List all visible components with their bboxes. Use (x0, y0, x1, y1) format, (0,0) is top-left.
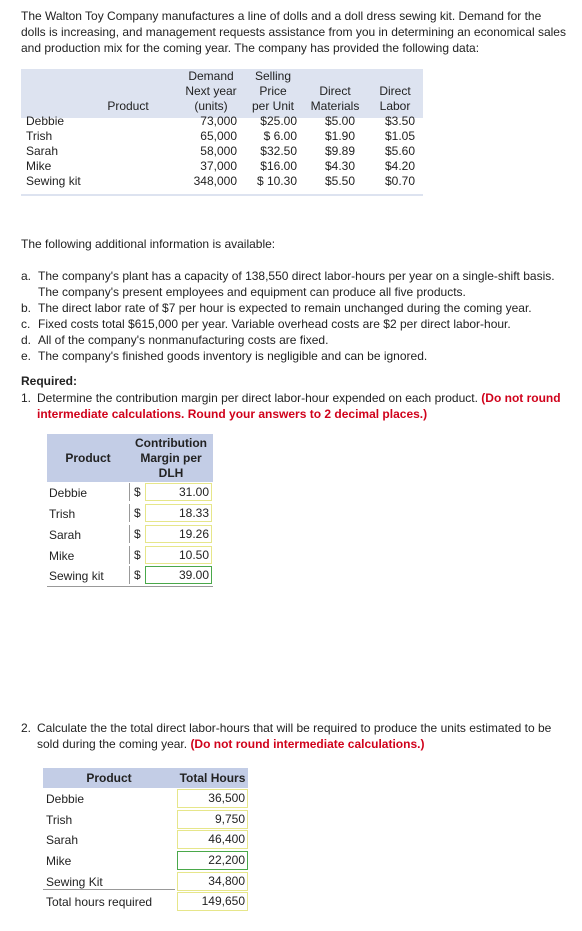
list-item-text: The company's plant has a capacity of 138,550 direct labor-hours per year on a single-shift basis. The company's present employees and equipment can produce all five products. (38, 269, 555, 299)
product-data-table (21, 69, 423, 196)
table-row (21, 129, 423, 144)
list-item-text: The company's finished goods inventory is negligible and can be ignored. (38, 349, 428, 363)
header-price (243, 69, 303, 114)
intro-paragraph: The Walton Toy Company manufactures a line of dolls and a doll dress sewing kit. Demand for the dolls is increasing, and management requests assistance from you in determining an economical sales and production mix for the coming year. The company has provided the following data: (21, 9, 566, 55)
header-demand (179, 69, 243, 114)
hours-total-label: Total hours required (46, 895, 153, 909)
currency-symbol: $ (129, 525, 141, 543)
row-product: Debbie (26, 114, 65, 128)
hours-table-header (43, 768, 248, 788)
list-item-label: a. (21, 269, 32, 283)
additional-info-intro: The following additional information is available: (21, 237, 276, 251)
row-demand: 58,000 (200, 144, 237, 158)
cm-row-product: Trish (49, 507, 76, 521)
row-price: $16.00 (260, 159, 297, 173)
header-demand-line1: Demand (188, 69, 234, 83)
list-item (21, 332, 569, 348)
question-number: 1. (21, 391, 32, 405)
additional-info-list (21, 268, 569, 364)
list-item-text: The direct labor rate of $7 per hour is expected to remain unchanged during the coming year. (38, 301, 532, 315)
hours-answer-input[interactable]: 36,500 (177, 789, 248, 808)
row-labor: $5.60 (384, 144, 415, 158)
header-demand-line2: Next year (185, 84, 237, 98)
row-demand: 65,000 (200, 129, 237, 143)
table-row (43, 789, 248, 809)
table-row (43, 851, 248, 871)
header-materials-line1: Direct (319, 84, 351, 98)
cm-header-line3: DLH (158, 466, 184, 480)
row-materials: $1.90 (324, 129, 355, 143)
currency-symbol: $ (129, 504, 141, 522)
cm-row-product: Sewing kit (49, 569, 104, 583)
list-item (21, 268, 569, 300)
table-row (47, 525, 213, 545)
row-labor: $3.50 (384, 114, 415, 128)
table-row (43, 830, 248, 850)
row-product: Trish (26, 129, 53, 143)
hours-row-product: Sarah (46, 833, 79, 847)
table-row (21, 159, 423, 174)
table-row (47, 504, 213, 524)
cm-row-product: Sarah (49, 528, 82, 542)
hours-answer-input[interactable]: 9,750 (177, 810, 248, 829)
list-item-label: e. (21, 349, 32, 363)
table-row (43, 810, 248, 830)
table-row (43, 892, 248, 912)
table-row (21, 144, 423, 159)
row-materials: $5.00 (324, 114, 355, 128)
row-materials: $9.89 (324, 144, 355, 158)
table-bottom-rule (21, 194, 423, 196)
header-labor (367, 84, 423, 114)
cm-answer-input[interactable]: 10.50 (145, 546, 212, 564)
header-price-line1: Selling (254, 69, 292, 83)
list-item (21, 348, 569, 364)
cm-row-product: Mike (49, 549, 75, 563)
table-row (47, 566, 213, 587)
row-materials: $4.30 (324, 159, 355, 173)
row-labor: $1.05 (384, 129, 415, 143)
row-price: $32.50 (260, 144, 297, 158)
cm-header-value (129, 436, 213, 481)
list-item (21, 300, 569, 316)
cm-answer-input[interactable]: 18.33 (145, 504, 212, 522)
table-row (21, 174, 423, 189)
hours-header-product: Product (86, 771, 132, 785)
total-separator (43, 889, 175, 890)
question-text (21, 720, 571, 752)
row-demand: 37,000 (200, 159, 237, 173)
question-1 (21, 390, 571, 422)
list-item (21, 316, 569, 332)
question-body: Determine the contribution margin per direct labor-hour expended on each product. (37, 391, 478, 405)
row-product: Sarah (26, 144, 59, 158)
header-labor-line1: Direct (379, 84, 411, 98)
question-number: 2. (21, 721, 32, 735)
header-labor-line2: Labor (379, 99, 411, 113)
cm-answer-input[interactable]: 19.26 (145, 525, 212, 543)
row-price: $25.00 (260, 114, 297, 128)
currency-symbol: $ (129, 566, 141, 584)
question-note: (Do not round intermediate calculations. Round your answers to 2 decimal places.) (37, 391, 561, 421)
required-heading: Required: (21, 374, 78, 388)
currency-symbol: $ (129, 483, 141, 501)
header-materials (303, 84, 367, 114)
table-header (21, 69, 423, 118)
cm-answer-input[interactable]: 39.00 (145, 566, 212, 584)
row-demand: 348,000 (193, 174, 237, 188)
row-price: $ 10.30 (256, 174, 297, 188)
hours-answer-input[interactable]: 22,200 (177, 851, 248, 870)
header-price-line2: Price (259, 84, 287, 98)
list-item-label: b. (21, 301, 32, 315)
hours-row-product: Debbie (46, 792, 85, 806)
row-demand: 73,000 (200, 114, 237, 128)
header-product: Product (107, 99, 149, 113)
header-materials-line2: Materials (310, 99, 360, 113)
question-text (21, 390, 571, 422)
cm-row-product: Debbie (49, 486, 88, 500)
row-price: $ 6.00 (263, 129, 297, 143)
cm-table-header (47, 434, 213, 482)
question-body: Calculate the the total direct labor-hours that will be required to produce the units estimated to be sold during the coming year. (37, 721, 552, 751)
cm-answer-input[interactable]: 31.00 (145, 483, 212, 501)
row-product: Sewing kit (26, 174, 81, 188)
row-materials: $5.50 (324, 174, 355, 188)
row-labor: $0.70 (384, 174, 415, 188)
table-row (21, 114, 423, 129)
question-2 (21, 720, 571, 752)
list-item-label: c. (21, 317, 31, 331)
list-item-label: d. (21, 333, 32, 347)
hours-answer-input[interactable]: 46,400 (177, 830, 248, 849)
hours-header-total: Total Hours (179, 771, 246, 785)
currency-symbol: $ (129, 546, 141, 564)
table-row (47, 546, 213, 566)
hours-row-product: Sewing Kit (46, 875, 103, 889)
cm-header-line1: Contribution (135, 436, 207, 450)
hours-answer-input[interactable]: 34,800 (177, 872, 248, 891)
table-row (47, 483, 213, 503)
question-note: (Do not round intermediate calculations.) (190, 737, 425, 751)
cm-header-product: Product (65, 451, 111, 465)
list-item-text: All of the company's nonmanufacturing costs are fixed. (38, 333, 329, 347)
cm-header-line2: Margin per (140, 451, 202, 465)
row-labor: $4.20 (384, 159, 415, 173)
row-product: Mike (26, 159, 52, 173)
hours-total-input[interactable]: 149,650 (177, 892, 248, 911)
header-price-line3: per Unit (251, 99, 295, 113)
hours-row-product: Mike (46, 854, 72, 868)
header-demand-line3: (units) (194, 99, 228, 113)
hours-row-product: Trish (46, 813, 73, 827)
list-item-text: Fixed costs total $615,000 per year. Variable overhead costs are $2 per direct labor-hour. (38, 317, 511, 331)
